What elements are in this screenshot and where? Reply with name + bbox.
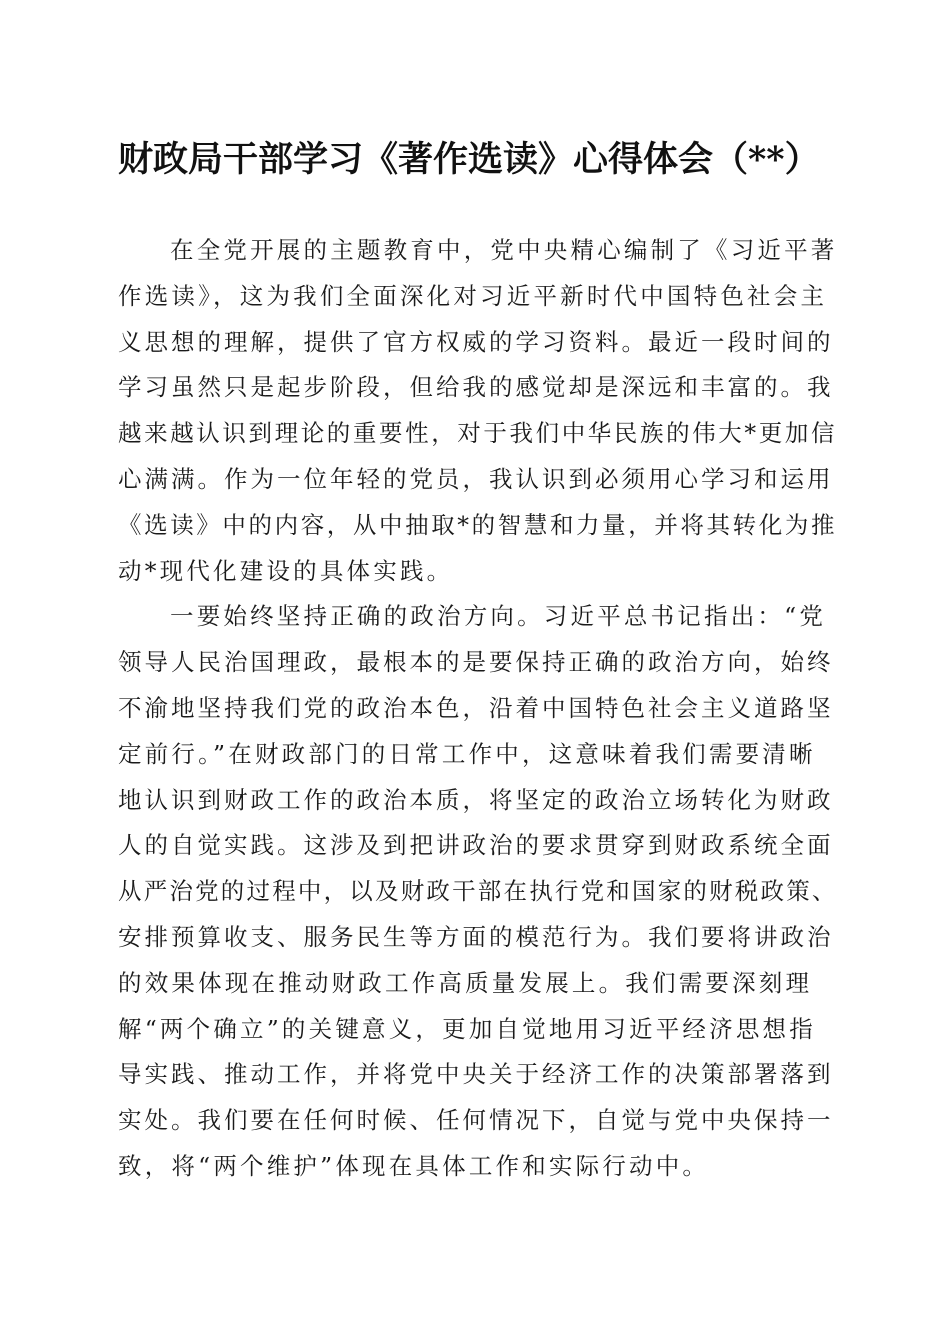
document-body bbox=[118, 228, 838, 1190]
paragraph-line: 在全党开展的主题教育中，党中央精心编制了《习近平著 bbox=[170, 236, 838, 264]
paragraph-intro bbox=[118, 228, 838, 594]
paragraph-line: 人的自觉实践。这涉及到把讲政治的要求贯穿到财政系统全面 bbox=[118, 831, 834, 860]
paragraph-line: 的效果体现在推动财政工作高质量发展上。我们需要深刻理 bbox=[118, 968, 813, 997]
document-title: 财政局干部学习《著作选读》心得体会（**） bbox=[118, 139, 820, 180]
paragraph-line: 作选读》，这为我们全面深化对习近平新时代中国特色社会主 bbox=[118, 281, 828, 310]
paragraph-line: 致，将“两个维护”体现在具体工作和实际行动中。 bbox=[118, 1151, 710, 1180]
paragraph-line: 义思想的理解，提供了官方权威的学习资料。最近一段时间的 bbox=[118, 327, 834, 356]
paragraph-line: 不渝地坚持我们党的政治本色，沿着中国特色社会主义道路坚 bbox=[118, 693, 834, 722]
paragraph-line: 《选读》中的内容，从中抽取*的智慧和力量，并将其转化为推 bbox=[118, 510, 838, 539]
paragraph-line: 定前行。”在财政部门的日常工作中，这意味着我们需要清晰 bbox=[118, 739, 816, 768]
paragraph-line: 实处。我们要在任何时候、任何情况下，自觉与党中央保持一 bbox=[118, 1106, 834, 1135]
paragraph-line: 动*现代化建设的具体实践。 bbox=[118, 556, 454, 585]
paragraph-line: 从严治党的过程中，以及财政干部在执行党和国家的财税政策、 bbox=[118, 877, 838, 906]
paragraph-line: 领导人民治国理政，最根本的是要保持正确的政治方向，始终 bbox=[118, 648, 834, 677]
paragraph-political-direction bbox=[118, 594, 838, 1189]
paragraph-line: 心满满。作为一位年轻的党员，我认识到必须用心学习和运用 bbox=[118, 464, 834, 493]
paragraph-line: 地认识到财政工作的政治本质，将坚定的政治立场转化为财政 bbox=[118, 785, 834, 814]
paragraph-line: 越来越认识到理论的重要性，对于我们中华民族的伟大*更加信 bbox=[118, 419, 838, 448]
paragraph-line: 导实践、推动工作，并将党中央关于经济工作的决策部署落到 bbox=[118, 1060, 834, 1089]
paragraph-line: 学习虽然只是起步阶段，但给我的感觉却是深远和丰富的。我 bbox=[118, 373, 834, 402]
paragraph-line: 解“两个确立”的关键意义，更加自觉地用习近平经济思想指 bbox=[118, 1014, 816, 1043]
paragraph-line: 一要始终坚持正确的政治方向。习近平总书记指出：“党 bbox=[170, 602, 827, 631]
paragraph-line: 安排预算收支、服务民生等方面的模范行为。我们要将讲政治 bbox=[118, 922, 834, 951]
